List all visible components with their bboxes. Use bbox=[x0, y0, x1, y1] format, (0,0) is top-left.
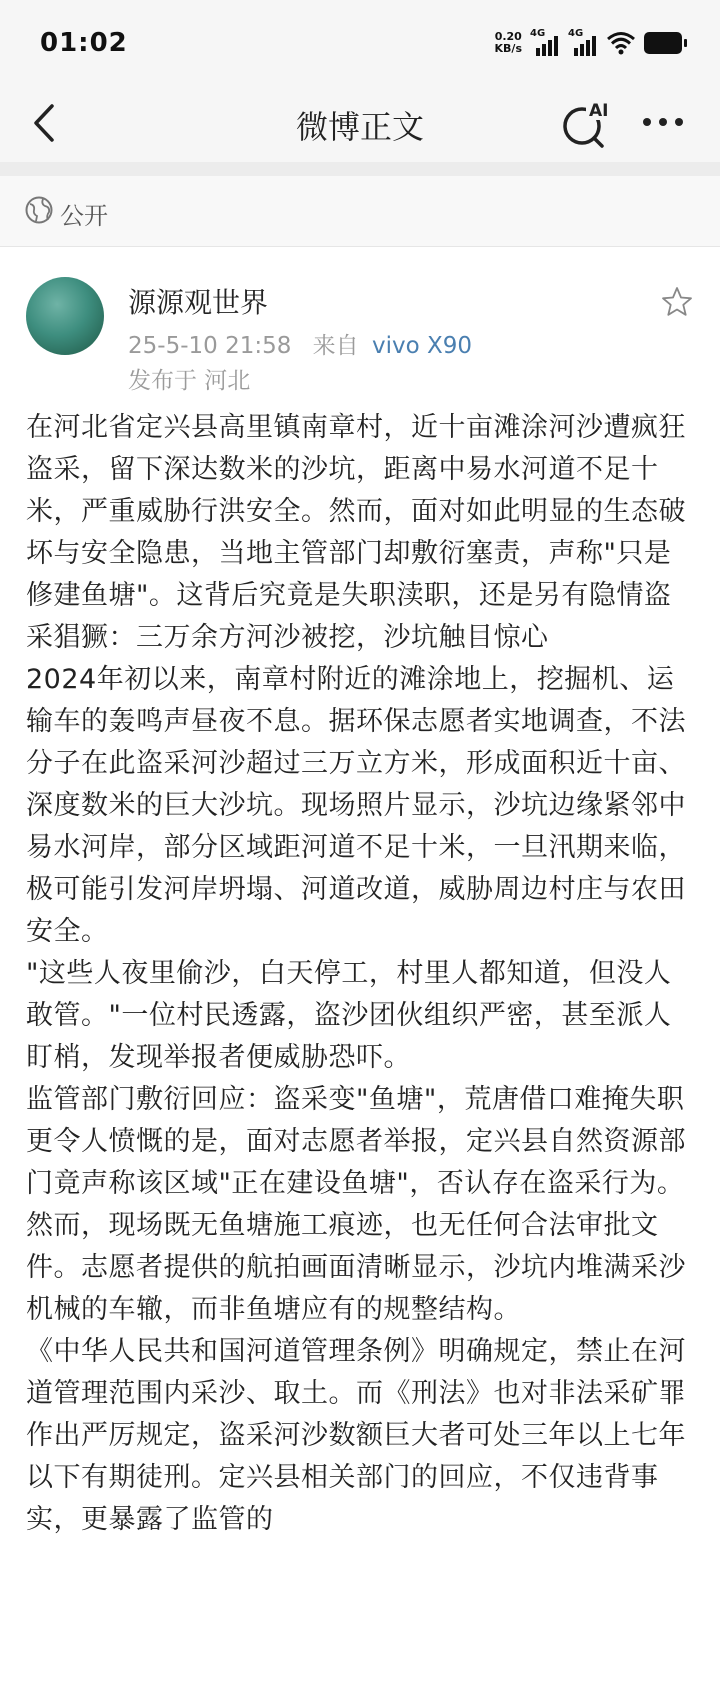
sim1-label: 4G bbox=[530, 28, 546, 39]
network-speed-unit: KB/s bbox=[494, 42, 522, 55]
post-paragraph: 监管部门敷衍回应：盗采变"鱼塘"，荒唐借口难掩失职 bbox=[26, 1084, 685, 1115]
post-paragraph: 2024年初以来，南章村附近的滩涂地上，挖掘机、运输车的轰鸣声昼夜不息。据环保志愿者实地调查，不法分子在此盗采河沙超过三万立方米，形成面积近十亩、深度数米的巨大沙坑。现场照片显示，沙坑边缘紧邻中易水河岸，部分区域距河道不足十米，一旦汛期来临，极可能引发河岸坍塌、河道改道，威胁周边村庄与农田安全。 bbox=[26, 664, 686, 947]
visibility-row bbox=[0, 176, 720, 247]
status-time: 01:02 bbox=[40, 28, 128, 58]
star-icon[interactable] bbox=[660, 285, 694, 319]
top-navigation-bar bbox=[0, 84, 720, 162]
ai-badge: AI bbox=[589, 101, 609, 121]
post-source-prefix: 来自 bbox=[312, 333, 359, 359]
post-paragraph: 《中华人民共和国河道管理条例》明确规定，禁止在河道管理范围内采沙、取土。而《刑法》也对非法采矿罪作出严厉规定，盗采河沙数额巨大者可处三年以上七年以下有期徒刑。定兴县相关部门的回应，不仅违背事实，更暴露了监管的 bbox=[26, 1336, 686, 1535]
wifi-icon bbox=[606, 31, 636, 55]
network-speed bbox=[495, 31, 522, 55]
sim2-label: 4G bbox=[568, 28, 584, 39]
globe-icon bbox=[24, 195, 54, 225]
post-card bbox=[0, 247, 720, 1694]
page-title: 微博正文 bbox=[295, 108, 424, 146]
post-paragraph: "这些人夜里偷沙，白天停工，村里人都知道，但没人敢管。"一位村民透露，盗沙团伙组织严密，甚至派人盯梢，发现举报者便威胁恐吓。 bbox=[26, 958, 672, 1073]
post-paragraph: 更令人愤慨的是，面对志愿者举报，定兴县自然资源部门竟声称该区域"正在建设鱼塘"，否认存在盗采行为。然而，现场既无鱼塘施工痕迹，也无任何合法审批文件。志愿者提供的航拍画面清晰显示，沙坑内堆满采沙机械的车辙，而非鱼塘应有的规整结构。 bbox=[26, 1126, 686, 1325]
post-device[interactable]: vivo X90 bbox=[371, 333, 473, 359]
author-name[interactable]: 源源观世界 bbox=[128, 286, 269, 319]
divider bbox=[0, 162, 720, 176]
post-paragraph: 在河北省定兴县高里镇南章村，近十亩滩涂河沙遭疯狂盗采，留下深达数米的沙坑，距离中易水河道不足十米，严重威胁行洪安全。然而，面对如此明显的生态破坏与安全隐患，当地主管部门却敷衍塞责，声称"只是修建鱼塘"。这背后究竟是失职渎职，还是另有隐情盗采猖獗：三万余方河沙被挖，沙坑触目惊心 bbox=[26, 412, 686, 653]
status-bar bbox=[0, 0, 720, 84]
post-body bbox=[26, 407, 696, 1541]
status-icons bbox=[495, 28, 682, 58]
signal-icon bbox=[568, 30, 598, 56]
ai-search-icon[interactable] bbox=[558, 96, 614, 152]
more-dots-icon[interactable] bbox=[638, 102, 688, 142]
visibility-label: 公开 bbox=[60, 202, 108, 230]
post-time: 25-5-10 21:58 bbox=[128, 333, 292, 359]
signal-icon bbox=[530, 30, 560, 56]
post-meta bbox=[128, 327, 472, 360]
avatar[interactable] bbox=[26, 277, 104, 355]
battery-icon bbox=[644, 32, 682, 54]
network-speed-value: 0.20 bbox=[494, 30, 522, 43]
post-location: 发布于 河北 bbox=[128, 368, 251, 394]
